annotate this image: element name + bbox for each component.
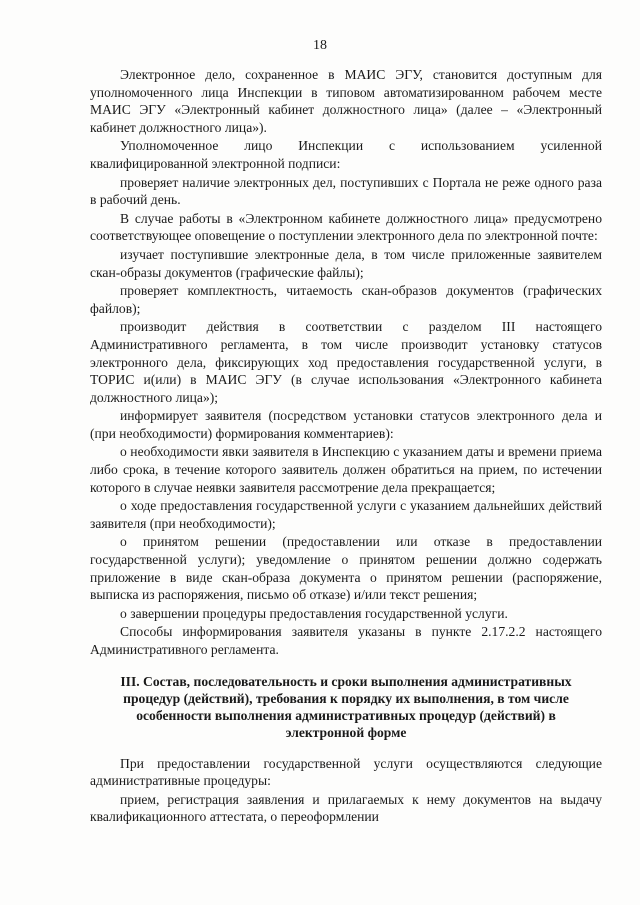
- paragraph: о завершении процедуры предоставления государственной услуги.: [120, 605, 508, 621]
- paragraph: производит действия в соответствии с разделом III настоящего Административного регламента, в том числе производит установку статусов электронного дела, фиксирующих ход предоставления государственной услуги, в ТОРИС и(или) в МАИС ЭГУ (в случае использования «Электронного кабинета должностного лица»);: [90, 319, 602, 405]
- paragraph: При предоставлении государственной услуги осуществляются следующие административные процедуры:: [90, 755, 602, 789]
- paragraph: Электронное дело, сохраненное в МАИС ЭГУ, становится доступным для уполномоченного лица Инспекции в типовом автоматизированном рабочем месте МАИС ЭГУ «Электронный кабинет должностного лица» (далее – «Электронный кабинет должностного лица»).: [90, 67, 602, 135]
- paragraph: проверяет наличие электронных дел, поступивших с Портала не реже одного раза в рабочий день.: [90, 174, 602, 208]
- paragraph: о принятом решении (предоставлении или отказе в предоставлении государственной услуги); уведомление о принятом решении должно содержать приложение в виде скан-образа документа о принятом решении (распоряжение, выписка из распоряжения, письмо об отказе) и/или текст решения;: [90, 534, 602, 603]
- paragraph: о необходимости явки заявителя в Инспекцию с указанием даты и времени приема либо срока, в течение которого заявитель должен обратиться на прием, по истечении которого в случае неявки заявителя рассмотрение дела прекращается;: [90, 444, 602, 495]
- paragraph: В случае работы в «Электронном кабинете должностного лица» предусмотрено соответствующее оповещение о поступлении электронного дела по электронной почте:: [90, 210, 602, 244]
- document-body: [90, 66, 602, 827]
- paragraph: о ходе предоставления государственной услуги с указанием дальнейших действий заявителя (при необходимости);: [90, 498, 602, 531]
- paragraph: изучает поступившие электронные дела, в том числе приложенные заявителем скан-образы документов (графические файлы);: [90, 246, 602, 280]
- page-number: 18: [313, 38, 327, 53]
- paragraph: проверяет комплектность, читаемость скан-образов документов (графических файлов);: [90, 283, 602, 316]
- paragraph: Способы информирования заявителя указаны в пункте 2.17.2.2 настоящего Административного регламента.: [90, 624, 602, 657]
- section-heading: III. Состав, последовательность и сроки выполнения административных процедур (действий), требования к порядку их выполнения, в том числе особенности выполнения административных процедур (действий) в электронной форме: [120, 673, 572, 740]
- paragraph: Уполномоченное лицо Инспекции с использованием усиленной квалифицированной электронной подписи:: [90, 138, 602, 171]
- paragraph: прием, регистрация заявления и прилагаемых к нему документов на выдачу квалификационного аттестата, о переоформлении: [90, 791, 602, 825]
- paragraph: информирует заявителя (посредством установки статусов электронного дела и (при необходимости) формирования комментариев):: [90, 408, 602, 441]
